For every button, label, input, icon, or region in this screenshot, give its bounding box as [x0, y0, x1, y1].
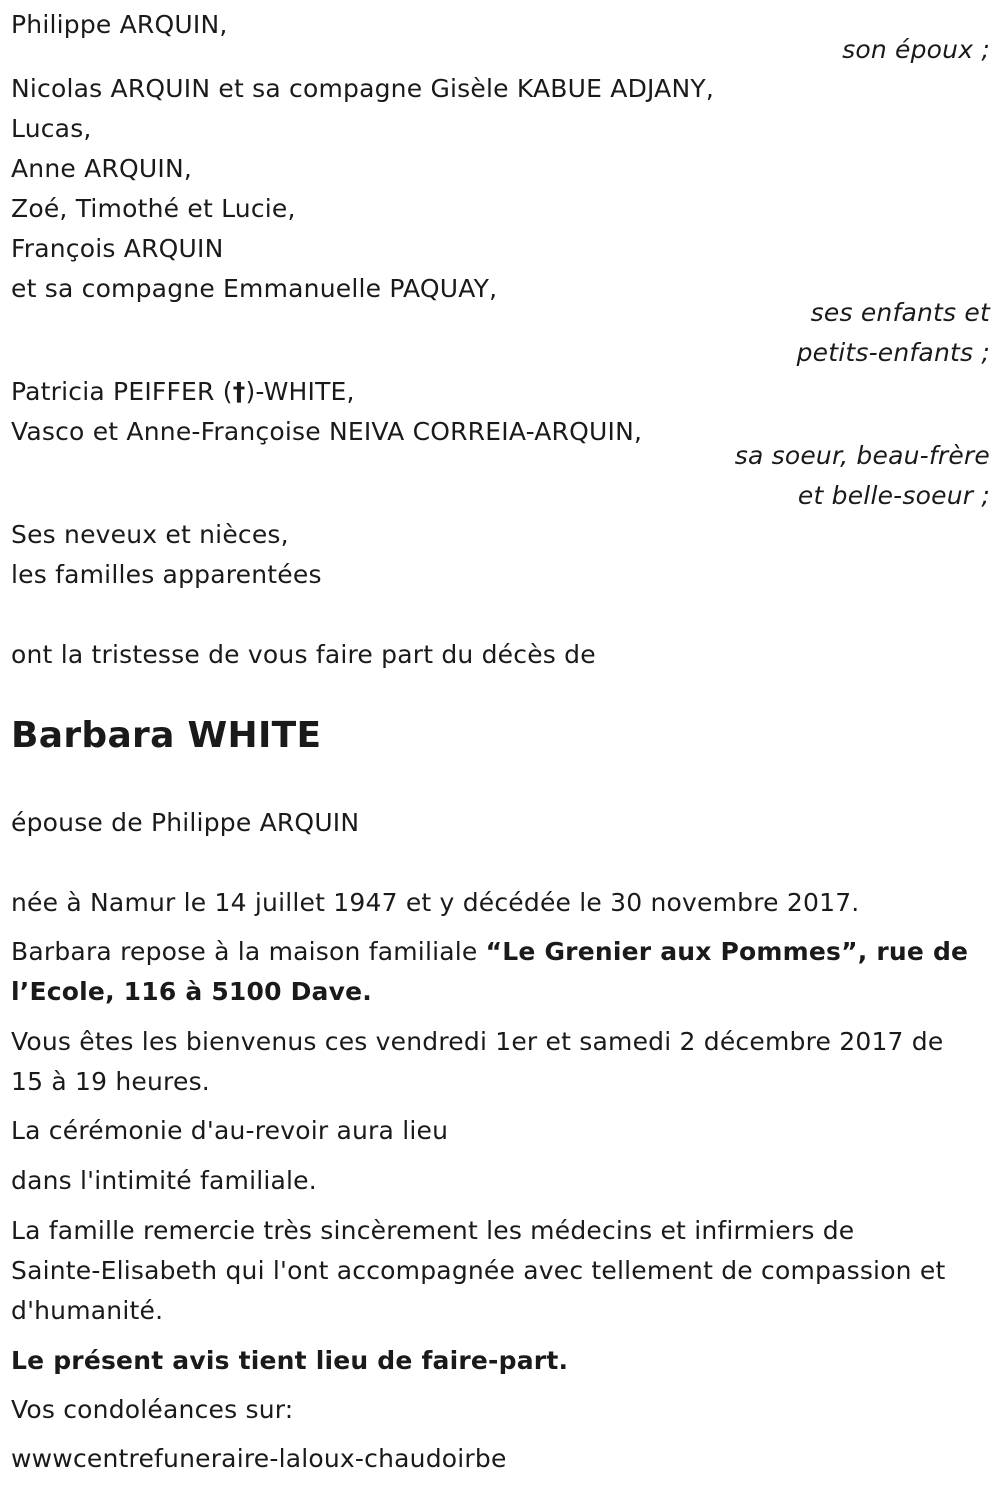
- visit-text: Vous êtes les bienvenus ces vendredi 1er et samedi 2 décembre 2017 de: [11, 1027, 944, 1056]
- announcement-text: ont la tristesse de vous faire part du décès de: [11, 640, 596, 669]
- thanks-text: La famille remercie très sincèrement les médecins et infirmiers de: [11, 1216, 855, 1245]
- ceremony-text: La cérémonie d'au-revoir aura lieu: [11, 1116, 449, 1145]
- children-line: Anne ARQUIN,: [11, 154, 192, 183]
- rest-place-text: Barbara repose à la maison familiale: [11, 937, 486, 966]
- thanks-text: d'humanité.: [11, 1296, 164, 1325]
- thanks-text: Sainte-Elisabeth qui l'ont accompagnée avec tellement de compassion et: [11, 1256, 946, 1285]
- children-relation: ses enfants et: [810, 298, 990, 327]
- ceremony-text: dans l'intimité familiale.: [11, 1166, 317, 1195]
- sibling-line: Vasco et Anne-Françoise NEIVA CORREIA-ARQUIN,: [11, 417, 643, 446]
- rest-place-line: [11, 937, 968, 967]
- children-line: François ARQUIN: [11, 234, 224, 263]
- birth-death-text: née à Namur le 14 juillet 1947 et y décédée le 30 novembre 2017.: [11, 888, 860, 917]
- spouse-name: Philippe ARQUIN,: [11, 10, 228, 39]
- condolences-link[interactable]: wwwcentrefuneraire-laloux-chaudoirbe: [11, 1444, 507, 1473]
- sibling-name-part: )-WHITE,: [245, 377, 355, 406]
- deceased-spouse: épouse de Philippe ARQUIN: [11, 808, 360, 837]
- siblings-relation: et belle-soeur ;: [797, 481, 990, 510]
- visit-text: 15 à 19 heures.: [11, 1067, 210, 1096]
- siblings-relation: sa soeur, beau-frère: [734, 441, 990, 470]
- notice-text: Le présent avis tient lieu de faire-part.: [11, 1346, 569, 1375]
- children-line: et sa compagne Emmanuelle PAQUAY,: [11, 274, 498, 303]
- deceased-name: Barbara WHITE: [11, 715, 322, 756]
- children-line: Nicolas ARQUIN et sa compagne Gisèle KABUE ADJANY,: [11, 74, 714, 103]
- children-line: Lucas,: [11, 114, 92, 143]
- rest-place-address: “Le Grenier aux Pommes”, rue de: [485, 937, 969, 966]
- relatives-line: les familles apparentées: [11, 560, 322, 589]
- rest-place-address: l’Ecole, 116 à 5100 Dave.: [11, 977, 372, 1006]
- relatives-line: Ses neveux et nièces,: [11, 520, 289, 549]
- cross-icon: †: [232, 377, 246, 406]
- spouse-relation: son époux ;: [842, 35, 990, 64]
- sibling-line: [11, 377, 355, 407]
- sibling-name-part: Patricia PEIFFER (: [11, 377, 233, 406]
- condolences-label: Vos condoléances sur:: [11, 1395, 294, 1424]
- children-line: Zoé, Timothé et Lucie,: [11, 194, 296, 223]
- children-relation: petits-enfants ;: [796, 338, 990, 367]
